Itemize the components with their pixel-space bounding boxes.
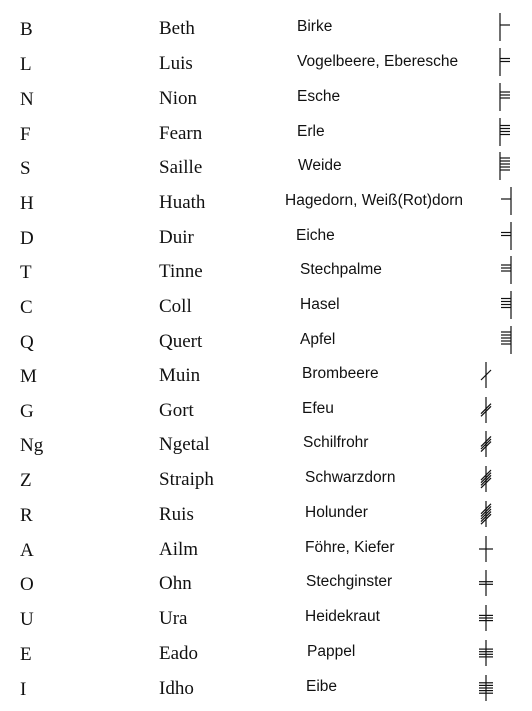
alphabet-row xyxy=(0,83,532,117)
latin-letter: U xyxy=(20,609,34,630)
ogham-ailm-icon xyxy=(474,534,498,564)
ogham-letter-name: Muin xyxy=(159,365,201,386)
ogham-letter-name: Beth xyxy=(159,18,195,39)
tree-name: Eiche xyxy=(296,227,335,244)
latin-letter: H xyxy=(20,193,34,214)
latin-letter: M xyxy=(20,366,37,387)
alphabet-row xyxy=(0,291,532,325)
latin-letter: A xyxy=(20,540,34,561)
alphabet-row xyxy=(0,673,532,707)
ogham-beith-icon xyxy=(497,11,513,43)
ogham-letter-name: Quert xyxy=(159,331,203,352)
ogham-iodhadh-icon xyxy=(474,673,498,703)
ogham-straif-icon xyxy=(474,464,498,494)
tree-name: Hagedorn, Weiß(Rot)dorn xyxy=(285,192,464,209)
latin-letter: C xyxy=(20,297,33,318)
alphabet-row xyxy=(0,638,532,672)
alphabet-row xyxy=(0,534,532,568)
ogham-onn-icon xyxy=(474,568,498,598)
ogham-nion-icon xyxy=(497,81,513,113)
ogham-muin-icon xyxy=(474,360,498,390)
tree-name: Vogelbeere, Eberesche xyxy=(297,53,459,70)
ogham-letter-name: Coll xyxy=(159,296,192,317)
tree-name: Efeu xyxy=(302,400,334,417)
ogham-letter-name: Ohn xyxy=(159,573,192,594)
latin-letter: R xyxy=(20,505,33,526)
ogham-tinne-icon xyxy=(499,254,515,286)
ogham-coll-icon xyxy=(499,289,515,321)
latin-letter: Z xyxy=(20,470,32,491)
latin-letter: F xyxy=(20,124,31,145)
tree-name: Hasel xyxy=(300,296,340,313)
latin-letter: S xyxy=(20,158,31,179)
ogham-ngetal-icon xyxy=(474,429,498,459)
tree-name: Schwarzdorn xyxy=(305,469,396,486)
latin-letter: O xyxy=(20,574,34,595)
alphabet-row xyxy=(0,499,532,533)
latin-letter: D xyxy=(20,228,34,249)
tree-name: Brombeere xyxy=(302,365,379,382)
alphabet-row xyxy=(0,118,532,152)
ogham-letter-name: Ruis xyxy=(159,504,194,525)
tree-name: Birke xyxy=(297,18,333,35)
tree-name: Pappel xyxy=(307,643,356,660)
ogham-letter-name: Eado xyxy=(159,643,199,664)
ogham-letter-name: Idho xyxy=(159,678,194,699)
tree-name: Stechpalme xyxy=(300,261,382,278)
latin-letter: E xyxy=(20,644,32,665)
ogham-letter-name: Fearn xyxy=(159,123,203,144)
alphabet-row xyxy=(0,256,532,290)
ogham-letter-name: Ura xyxy=(159,608,188,629)
latin-letter: B xyxy=(20,19,33,40)
latin-letter: L xyxy=(20,54,32,75)
alphabet-row xyxy=(0,13,532,47)
alphabet-row xyxy=(0,222,532,256)
alphabet-row xyxy=(0,429,532,463)
ogham-quert-icon xyxy=(499,324,515,356)
tree-name: Apfel xyxy=(300,331,336,348)
ogham-letter-name: Luis xyxy=(159,53,193,74)
ogham-duir-icon xyxy=(499,220,515,252)
ogham-letter-name: Ngetal xyxy=(159,434,210,455)
ogham-letter-name: Tinne xyxy=(159,261,203,282)
latin-letter: N xyxy=(20,89,34,110)
ogham-letter-name: Saille xyxy=(159,157,203,178)
tree-name: Holunder xyxy=(305,504,368,521)
ogham-ur-icon xyxy=(474,603,498,633)
alphabet-row xyxy=(0,464,532,498)
tree-name: Heidekraut xyxy=(305,608,380,625)
ogham-letter-name: Gort xyxy=(159,400,194,421)
alphabet-row xyxy=(0,152,532,186)
tree-name: Weide xyxy=(298,157,342,174)
tree-name: Esche xyxy=(297,88,341,105)
latin-letter: T xyxy=(20,262,32,283)
ogham-gort-icon xyxy=(474,395,498,425)
ogham-letter-name: Huath xyxy=(159,192,206,213)
ogham-letter-name: Duir xyxy=(159,227,194,248)
ogham-luis-icon xyxy=(497,46,513,78)
latin-letter: Ng xyxy=(20,435,44,456)
alphabet-row xyxy=(0,603,532,637)
latin-letter: Q xyxy=(20,332,34,353)
ogham-ruis-icon xyxy=(474,499,498,529)
alphabet-row xyxy=(0,395,532,429)
alphabet-row xyxy=(0,48,532,82)
alphabet-row xyxy=(0,568,532,602)
ogham-eadhadh-icon xyxy=(474,638,498,668)
tree-name: Eibe xyxy=(306,678,338,695)
tree-name: Erle xyxy=(297,123,325,140)
latin-letter: G xyxy=(20,401,34,422)
latin-letter: I xyxy=(20,679,27,700)
ogham-letter-name: Nion xyxy=(159,88,197,109)
tree-name: Schilfrohr xyxy=(303,434,369,451)
alphabet-row xyxy=(0,326,532,360)
alphabet-row xyxy=(0,187,532,221)
ogham-fearn-icon xyxy=(497,116,513,148)
tree-name: Stechginster xyxy=(306,573,393,590)
alphabet-row xyxy=(0,360,532,394)
ogham-saille-icon xyxy=(497,150,513,182)
ogham-huath-icon xyxy=(499,185,515,217)
ogham-letter-name: Ailm xyxy=(159,539,199,560)
tree-name: Föhre, Kiefer xyxy=(305,539,395,556)
ogham-letter-name: Straiph xyxy=(159,469,214,490)
